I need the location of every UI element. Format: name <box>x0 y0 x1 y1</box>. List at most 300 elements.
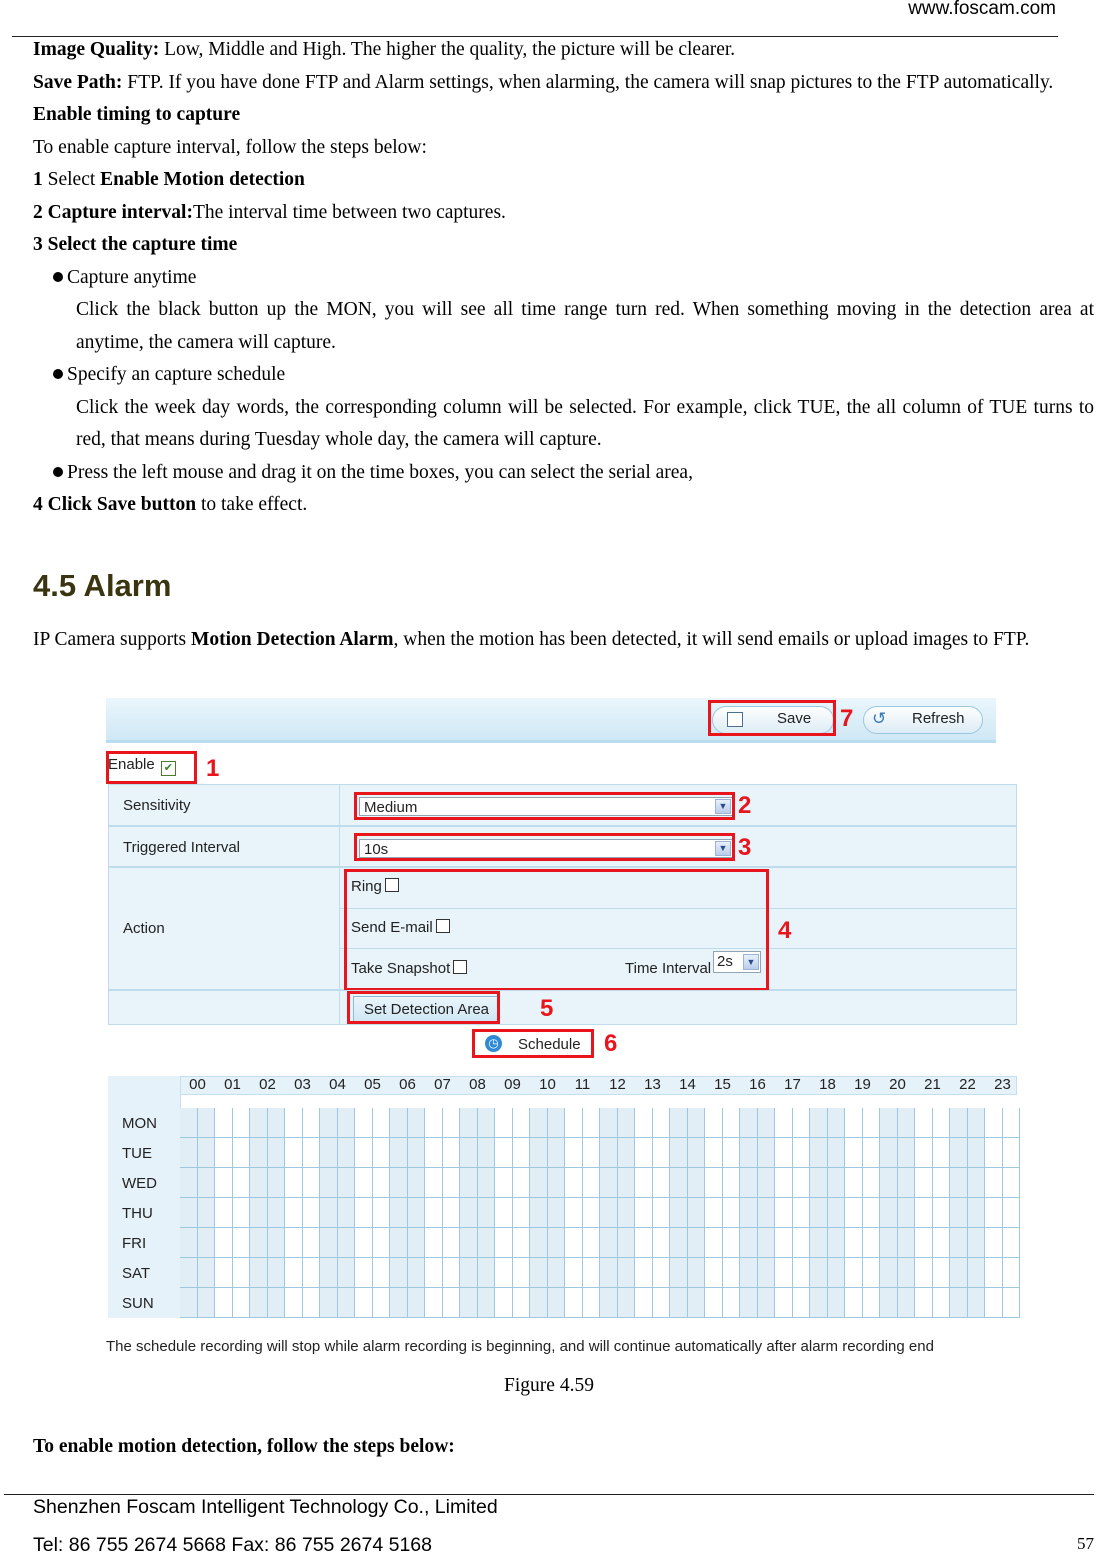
time-cell[interactable] <box>863 1228 881 1258</box>
time-cell[interactable] <box>355 1168 373 1198</box>
time-cell[interactable] <box>460 1168 478 1198</box>
time-cell[interactable] <box>845 1108 863 1138</box>
time-cell[interactable] <box>373 1108 391 1138</box>
time-cell[interactable] <box>828 1258 846 1288</box>
time-cell[interactable] <box>915 1198 933 1228</box>
time-cell[interactable] <box>460 1258 478 1288</box>
time-cell[interactable] <box>670 1138 688 1168</box>
time-cell[interactable] <box>1003 1138 1021 1168</box>
time-cell[interactable] <box>828 1108 846 1138</box>
time-cell[interactable] <box>985 1108 1003 1138</box>
time-cell[interactable] <box>215 1228 233 1258</box>
time-cell[interactable] <box>723 1288 741 1318</box>
time-cell[interactable] <box>215 1288 233 1318</box>
time-cell[interactable] <box>530 1288 548 1318</box>
time-cell[interactable] <box>653 1168 671 1198</box>
time-cell[interactable] <box>618 1228 636 1258</box>
enable-checkbox[interactable]: ✔ <box>161 761 176 776</box>
time-cell[interactable] <box>793 1138 811 1168</box>
hour-label[interactable]: 15 <box>714 1076 731 1093</box>
time-cell[interactable] <box>723 1258 741 1288</box>
time-cell[interactable] <box>618 1258 636 1288</box>
time-cell[interactable] <box>968 1228 986 1258</box>
time-cell[interactable] <box>898 1198 916 1228</box>
time-cell[interactable] <box>338 1288 356 1318</box>
time-cell[interactable] <box>775 1108 793 1138</box>
time-cell[interactable] <box>758 1138 776 1168</box>
time-cell[interactable] <box>915 1138 933 1168</box>
time-cell[interactable] <box>390 1168 408 1198</box>
time-cell[interactable] <box>985 1258 1003 1288</box>
time-cell[interactable] <box>705 1138 723 1168</box>
time-cell[interactable] <box>408 1138 426 1168</box>
time-cell[interactable] <box>583 1108 601 1138</box>
time-cell[interactable] <box>950 1168 968 1198</box>
refresh-button[interactable] <box>863 706 983 734</box>
time-cell[interactable] <box>373 1138 391 1168</box>
time-cell[interactable] <box>198 1168 216 1198</box>
time-cell[interactable] <box>408 1198 426 1228</box>
time-cell[interactable] <box>845 1138 863 1168</box>
time-cell[interactable] <box>513 1138 531 1168</box>
schedule-button[interactable] <box>472 1029 594 1058</box>
time-cell[interactable] <box>460 1228 478 1258</box>
time-cell[interactable] <box>880 1108 898 1138</box>
time-cell[interactable] <box>215 1258 233 1288</box>
time-cell[interactable] <box>758 1258 776 1288</box>
time-cell[interactable] <box>268 1198 286 1228</box>
time-cell[interactable] <box>303 1228 321 1258</box>
time-cell[interactable] <box>618 1138 636 1168</box>
time-cell[interactable] <box>828 1138 846 1168</box>
time-cell[interactable] <box>758 1168 776 1198</box>
time-cell[interactable] <box>670 1108 688 1138</box>
time-cell[interactable] <box>530 1138 548 1168</box>
time-cell[interactable] <box>793 1198 811 1228</box>
time-cell[interactable] <box>180 1228 198 1258</box>
time-cell[interactable] <box>390 1228 408 1258</box>
time-cell[interactable] <box>653 1288 671 1318</box>
hour-label[interactable]: 09 <box>504 1076 521 1093</box>
hour-label[interactable]: 03 <box>294 1076 311 1093</box>
time-cell[interactable] <box>180 1138 198 1168</box>
time-cell[interactable] <box>863 1288 881 1318</box>
time-cell[interactable] <box>688 1228 706 1258</box>
time-cell[interactable] <box>933 1288 951 1318</box>
time-cell[interactable] <box>390 1258 408 1288</box>
time-cell[interactable] <box>443 1258 461 1288</box>
hour-label[interactable]: 07 <box>434 1076 451 1093</box>
time-cell[interactable] <box>1003 1168 1021 1198</box>
time-cell[interactable] <box>810 1108 828 1138</box>
time-cell[interactable] <box>968 1198 986 1228</box>
time-cell[interactable] <box>285 1138 303 1168</box>
hour-label[interactable]: 04 <box>329 1076 346 1093</box>
time-cell[interactable] <box>198 1108 216 1138</box>
time-cell[interactable] <box>618 1288 636 1318</box>
time-cell[interactable] <box>635 1198 653 1228</box>
time-cell[interactable] <box>198 1138 216 1168</box>
time-cell[interactable] <box>933 1258 951 1288</box>
time-cell[interactable] <box>233 1108 251 1138</box>
time-cell[interactable] <box>373 1228 391 1258</box>
time-cell[interactable] <box>338 1258 356 1288</box>
time-cell[interactable] <box>933 1198 951 1228</box>
time-cell[interactable] <box>425 1168 443 1198</box>
time-cell[interactable] <box>898 1228 916 1258</box>
time-cell[interactable] <box>705 1228 723 1258</box>
time-cell[interactable] <box>880 1288 898 1318</box>
time-cell[interactable] <box>740 1198 758 1228</box>
time-cell[interactable] <box>933 1168 951 1198</box>
time-cell[interactable] <box>1003 1108 1021 1138</box>
time-cell[interactable] <box>233 1288 251 1318</box>
time-cell[interactable] <box>863 1198 881 1228</box>
time-cell[interactable] <box>250 1198 268 1228</box>
time-cell[interactable] <box>390 1108 408 1138</box>
time-cell[interactable] <box>740 1138 758 1168</box>
time-cell[interactable] <box>950 1258 968 1288</box>
time-cell[interactable] <box>968 1168 986 1198</box>
time-cell[interactable] <box>758 1228 776 1258</box>
time-cell[interactable] <box>688 1258 706 1288</box>
time-cell[interactable] <box>548 1108 566 1138</box>
time-cell[interactable] <box>653 1228 671 1258</box>
hour-label[interactable]: 11 <box>574 1076 591 1093</box>
time-cell[interactable] <box>758 1198 776 1228</box>
time-cell[interactable] <box>618 1108 636 1138</box>
time-cell[interactable] <box>530 1198 548 1228</box>
time-cell[interactable] <box>373 1198 391 1228</box>
time-cell[interactable] <box>565 1228 583 1258</box>
time-cell[interactable] <box>810 1228 828 1258</box>
time-cell[interactable] <box>408 1228 426 1258</box>
time-cell[interactable] <box>478 1168 496 1198</box>
time-cell[interactable] <box>880 1138 898 1168</box>
time-cell[interactable] <box>1003 1258 1021 1288</box>
time-cell[interactable] <box>303 1168 321 1198</box>
time-cell[interactable] <box>303 1288 321 1318</box>
time-cell[interactable] <box>968 1138 986 1168</box>
time-cell[interactable] <box>443 1138 461 1168</box>
time-cell[interactable] <box>338 1168 356 1198</box>
time-cell[interactable] <box>653 1258 671 1288</box>
time-cell[interactable] <box>705 1168 723 1198</box>
time-cell[interactable] <box>810 1138 828 1168</box>
time-cell[interactable] <box>478 1138 496 1168</box>
time-cell[interactable] <box>198 1288 216 1318</box>
time-cell[interactable] <box>215 1108 233 1138</box>
time-cell[interactable] <box>565 1198 583 1228</box>
time-cell[interactable] <box>723 1108 741 1138</box>
time-cell[interactable] <box>688 1198 706 1228</box>
time-cell[interactable] <box>880 1198 898 1228</box>
time-cell[interactable] <box>898 1168 916 1198</box>
time-cell[interactable] <box>688 1288 706 1318</box>
time-cell[interactable] <box>880 1228 898 1258</box>
time-cell[interactable] <box>653 1138 671 1168</box>
time-cell[interactable] <box>653 1108 671 1138</box>
day-label[interactable]: SAT <box>122 1265 151 1282</box>
time-cell[interactable] <box>950 1198 968 1228</box>
time-cell[interactable] <box>950 1228 968 1258</box>
time-cell[interactable] <box>653 1198 671 1228</box>
time-cell[interactable] <box>513 1168 531 1198</box>
time-cell[interactable] <box>670 1198 688 1228</box>
time-cell[interactable] <box>495 1258 513 1288</box>
time-cell[interactable] <box>338 1228 356 1258</box>
time-cell[interactable] <box>425 1288 443 1318</box>
time-cell[interactable] <box>268 1288 286 1318</box>
hour-label[interactable]: 05 <box>364 1076 381 1093</box>
hour-label[interactable]: 12 <box>609 1076 626 1093</box>
time-cell[interactable] <box>723 1168 741 1198</box>
time-cell[interactable] <box>355 1258 373 1288</box>
time-cell[interactable] <box>740 1288 758 1318</box>
time-cell[interactable] <box>268 1108 286 1138</box>
time-cell[interactable] <box>530 1168 548 1198</box>
time-cell[interactable] <box>758 1288 776 1318</box>
time-cell[interactable] <box>845 1258 863 1288</box>
time-cell[interactable] <box>303 1258 321 1288</box>
time-cell[interactable] <box>408 1258 426 1288</box>
hour-label[interactable]: 06 <box>399 1076 416 1093</box>
time-cell[interactable] <box>460 1108 478 1138</box>
time-cell[interactable] <box>670 1288 688 1318</box>
time-cell[interactable] <box>723 1228 741 1258</box>
time-cell[interactable] <box>320 1138 338 1168</box>
time-cell[interactable] <box>548 1228 566 1258</box>
time-cell[interactable] <box>1003 1288 1021 1318</box>
time-cell[interactable] <box>390 1198 408 1228</box>
time-cell[interactable] <box>985 1228 1003 1258</box>
time-cell[interactable] <box>268 1228 286 1258</box>
time-cell[interactable] <box>845 1228 863 1258</box>
time-cell[interactable] <box>705 1198 723 1228</box>
time-cell[interactable] <box>338 1138 356 1168</box>
hour-label[interactable]: 08 <box>469 1076 486 1093</box>
time-cell[interactable] <box>180 1288 198 1318</box>
time-cell[interactable] <box>180 1258 198 1288</box>
time-cell[interactable] <box>933 1228 951 1258</box>
time-cell[interactable] <box>548 1198 566 1228</box>
time-cell[interactable] <box>915 1228 933 1258</box>
hour-label[interactable]: 16 <box>749 1076 766 1093</box>
time-cell[interactable] <box>233 1228 251 1258</box>
time-cell[interactable] <box>688 1108 706 1138</box>
hour-label[interactable]: 01 <box>224 1076 241 1093</box>
time-cell[interactable] <box>565 1258 583 1288</box>
time-cell[interactable] <box>740 1168 758 1198</box>
time-cell[interactable] <box>408 1108 426 1138</box>
time-cell[interactable] <box>460 1138 478 1168</box>
day-label[interactable]: SUN <box>122 1295 154 1312</box>
time-cell[interactable] <box>285 1108 303 1138</box>
time-cell[interactable] <box>268 1258 286 1288</box>
time-cell[interactable] <box>950 1138 968 1168</box>
time-cell[interactable] <box>373 1168 391 1198</box>
time-cell[interactable] <box>495 1228 513 1258</box>
time-cell[interactable] <box>320 1108 338 1138</box>
time-cell[interactable] <box>530 1258 548 1288</box>
time-cell[interactable] <box>250 1288 268 1318</box>
time-cell[interactable] <box>285 1258 303 1288</box>
time-cell[interactable] <box>268 1168 286 1198</box>
time-cell[interactable] <box>898 1138 916 1168</box>
time-cell[interactable] <box>233 1168 251 1198</box>
time-cell[interactable] <box>513 1198 531 1228</box>
hour-label[interactable]: 17 <box>784 1076 801 1093</box>
time-cell[interactable] <box>548 1138 566 1168</box>
time-cell[interactable] <box>303 1108 321 1138</box>
time-cell[interactable] <box>793 1228 811 1258</box>
hour-label[interactable]: 18 <box>819 1076 836 1093</box>
time-cell[interactable] <box>478 1108 496 1138</box>
time-cell[interactable] <box>828 1228 846 1258</box>
time-cell[interactable] <box>880 1258 898 1288</box>
time-cell[interactable] <box>915 1258 933 1288</box>
hour-label[interactable]: 02 <box>259 1076 276 1093</box>
time-cell[interactable] <box>285 1168 303 1198</box>
hour-label[interactable]: 13 <box>644 1076 661 1093</box>
time-cell[interactable] <box>810 1258 828 1288</box>
time-cell[interactable] <box>215 1168 233 1198</box>
time-cell[interactable] <box>583 1288 601 1318</box>
time-cell[interactable] <box>915 1168 933 1198</box>
time-cell[interactable] <box>443 1228 461 1258</box>
time-cell[interactable] <box>635 1288 653 1318</box>
time-cell[interactable] <box>775 1228 793 1258</box>
day-label[interactable]: FRI <box>122 1235 147 1252</box>
time-cell[interactable] <box>548 1288 566 1318</box>
time-cell[interactable] <box>933 1108 951 1138</box>
time-cell[interactable] <box>758 1108 776 1138</box>
time-cell[interactable] <box>635 1258 653 1288</box>
time-cell[interactable] <box>180 1198 198 1228</box>
time-cell[interactable] <box>635 1138 653 1168</box>
time-cell[interactable] <box>775 1138 793 1168</box>
time-cell[interactable] <box>600 1258 618 1288</box>
time-cell[interactable] <box>670 1228 688 1258</box>
time-cell[interactable] <box>443 1288 461 1318</box>
time-cell[interactable] <box>950 1288 968 1318</box>
time-cell[interactable] <box>600 1288 618 1318</box>
time-cell[interactable] <box>303 1198 321 1228</box>
time-cell[interactable] <box>443 1198 461 1228</box>
time-cell[interactable] <box>985 1168 1003 1198</box>
time-cell[interactable] <box>1003 1198 1021 1228</box>
hour-label[interactable]: 14 <box>679 1076 696 1093</box>
time-cell[interactable] <box>793 1288 811 1318</box>
time-cell[interactable] <box>425 1138 443 1168</box>
time-cell[interactable] <box>285 1228 303 1258</box>
time-cell[interactable] <box>373 1288 391 1318</box>
time-cell[interactable] <box>810 1198 828 1228</box>
day-label[interactable]: THU <box>122 1205 153 1222</box>
time-cell[interactable] <box>635 1168 653 1198</box>
time-cell[interactable] <box>285 1198 303 1228</box>
time-cell[interactable] <box>845 1168 863 1198</box>
header-url[interactable]: www.foscam.com <box>908 0 1056 19</box>
hour-label[interactable]: 22 <box>959 1076 976 1093</box>
time-cell[interactable] <box>478 1228 496 1258</box>
hour-label[interactable]: 00 <box>189 1076 206 1093</box>
time-cell[interactable] <box>775 1258 793 1288</box>
time-cell[interactable] <box>828 1288 846 1318</box>
time-cell[interactable] <box>215 1198 233 1228</box>
time-cell[interactable] <box>705 1258 723 1288</box>
time-cell[interactable] <box>338 1198 356 1228</box>
time-cell[interactable] <box>565 1288 583 1318</box>
time-cell[interactable] <box>320 1288 338 1318</box>
time-cell[interactable] <box>390 1138 408 1168</box>
time-cell[interactable] <box>233 1138 251 1168</box>
time-cell[interactable] <box>355 1108 373 1138</box>
time-cell[interactable] <box>828 1168 846 1198</box>
time-cell[interactable] <box>285 1288 303 1318</box>
time-cell[interactable] <box>898 1288 916 1318</box>
time-cell[interactable] <box>670 1168 688 1198</box>
time-cell[interactable] <box>513 1108 531 1138</box>
time-cell[interactable] <box>863 1138 881 1168</box>
time-cell[interactable] <box>565 1168 583 1198</box>
time-cell[interactable] <box>985 1288 1003 1318</box>
hour-label[interactable]: 20 <box>889 1076 906 1093</box>
time-cell[interactable] <box>425 1258 443 1288</box>
time-cell[interactable] <box>443 1168 461 1198</box>
time-cell[interactable] <box>810 1288 828 1318</box>
hour-label[interactable]: 23 <box>994 1076 1011 1093</box>
hour-label[interactable]: 10 <box>539 1076 556 1093</box>
time-cell[interactable] <box>565 1138 583 1168</box>
time-cell[interactable] <box>233 1198 251 1228</box>
time-cell[interactable] <box>460 1288 478 1318</box>
time-cell[interactable] <box>705 1288 723 1318</box>
time-cell[interactable] <box>408 1168 426 1198</box>
time-cell[interactable] <box>320 1228 338 1258</box>
time-cell[interactable] <box>740 1258 758 1288</box>
time-cell[interactable] <box>863 1108 881 1138</box>
time-cell[interactable] <box>495 1288 513 1318</box>
time-cell[interactable] <box>338 1108 356 1138</box>
day-label[interactable]: TUE <box>122 1145 152 1162</box>
time-cell[interactable] <box>898 1258 916 1288</box>
time-cell[interactable] <box>618 1198 636 1228</box>
time-cell[interactable] <box>880 1168 898 1198</box>
time-cell[interactable] <box>478 1198 496 1228</box>
time-cell[interactable] <box>320 1168 338 1198</box>
time-cell[interactable] <box>863 1258 881 1288</box>
time-cell[interactable] <box>250 1108 268 1138</box>
time-cell[interactable] <box>863 1168 881 1198</box>
time-cell[interactable] <box>425 1198 443 1228</box>
time-cell[interactable] <box>740 1108 758 1138</box>
time-cell[interactable] <box>495 1138 513 1168</box>
time-cell[interactable] <box>583 1168 601 1198</box>
time-cell[interactable] <box>583 1198 601 1228</box>
time-cell[interactable] <box>600 1108 618 1138</box>
time-cell[interactable] <box>600 1168 618 1198</box>
day-label[interactable]: WED <box>122 1175 157 1192</box>
time-cell[interactable] <box>495 1108 513 1138</box>
time-cell[interactable] <box>793 1168 811 1198</box>
time-cell[interactable] <box>460 1198 478 1228</box>
time-cell[interactable] <box>495 1168 513 1198</box>
time-cell[interactable] <box>548 1168 566 1198</box>
time-cell[interactable] <box>723 1198 741 1228</box>
time-cell[interactable] <box>250 1228 268 1258</box>
time-cell[interactable] <box>828 1198 846 1228</box>
